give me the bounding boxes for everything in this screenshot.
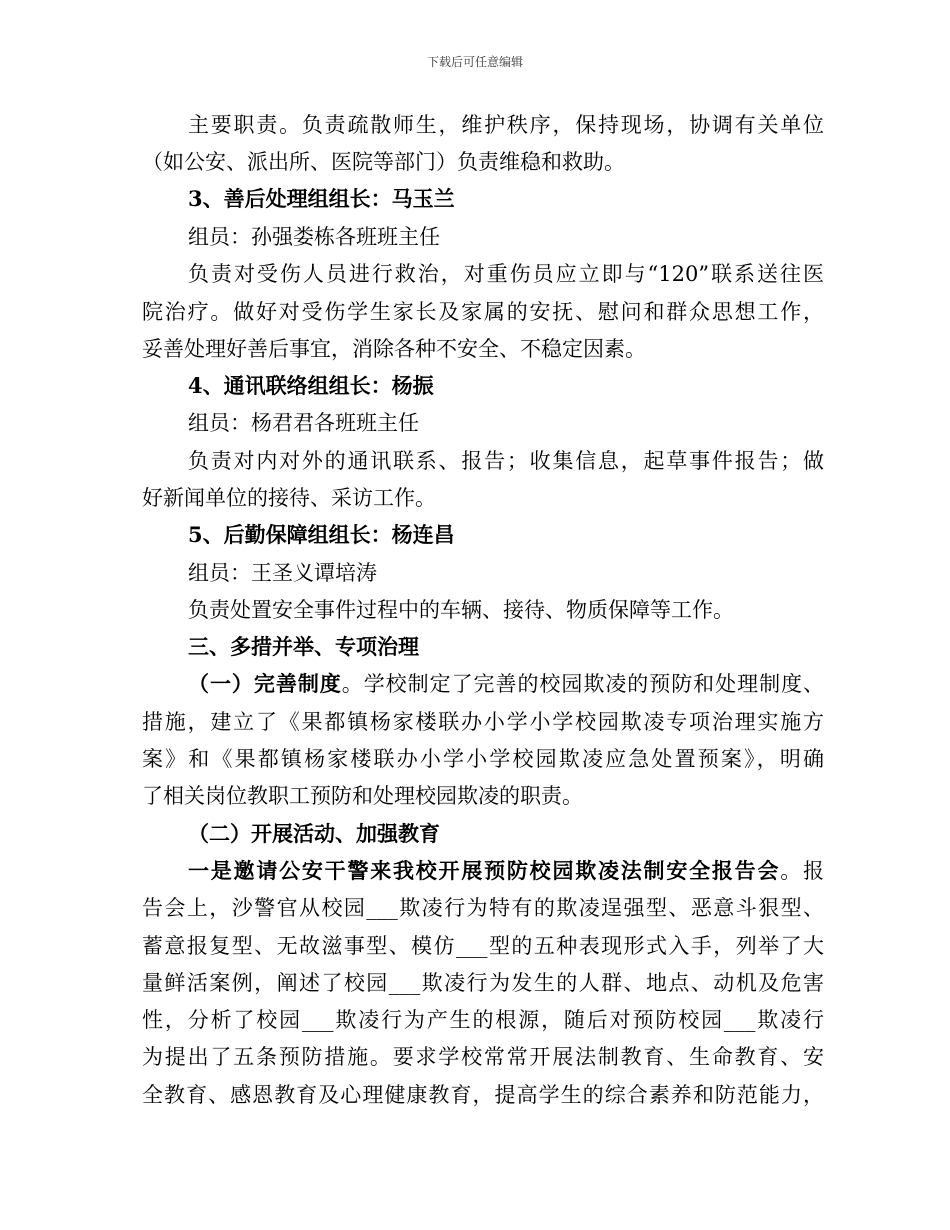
paragraph-line: 蓄意报复型、无故滋事型、模仿___型的五种表现形式入手，列举了大	[142, 934, 824, 958]
paragraph-line: 负责处置安全事件过程中的车辆、接待、物质保障等工作。	[188, 598, 734, 622]
section-heading: （二）开展活动、加强教育	[188, 821, 440, 846]
paragraph-line: 组员：孙强娄栋各班班主任	[188, 225, 440, 249]
paragraph-line: 为提出了五条预防措施。要求学校常常开展法制教育、生命教育、安	[142, 1045, 824, 1069]
inline-heading: 一是邀请公安干警来我校开展预防校园欺凌法制安全报告会	[188, 858, 781, 883]
inline-heading: （一）完善制度	[188, 671, 342, 696]
paragraph-line: 主要职责。负责疏散师生，维护秩序，保持现场，协调有关单位	[188, 113, 824, 137]
paragraph-text: 。报	[780, 859, 825, 883]
paragraph-line: 性，分析了校园___欺凌行为产生的根源，随后对预防校园___欺凌行	[142, 1008, 824, 1032]
paragraph-line: 负责对受伤人员进行救治，对重伤员应立即与“120”联系送往医	[188, 262, 824, 286]
paragraph-text: 。学校制定了完善的校园欺凌的预防和处理制度、	[341, 672, 824, 696]
paragraph-line: 措施，建立了《果都镇杨家楼联办小学小学校园欺凌专项治理实施方	[142, 710, 824, 734]
paragraph-line: 告会上，沙警官从校园___欺凌行为特有的欺凌逞强型、恶意斗狠型、	[142, 896, 824, 920]
paragraph-line	[188, 669, 824, 699]
paragraph-line: 负责对内对外的通讯联系、报告；收集信息，起草事件报告；做	[188, 449, 824, 473]
section-heading: 5、后勤保障组组长：杨连昌	[188, 522, 455, 547]
paragraph-line: 好新闻单位的接待、采访工作。	[142, 486, 436, 510]
paragraph-line: 全教育、感恩教育及心理健康教育，提高学生的综合素养和防范能力，	[142, 1083, 824, 1107]
section-heading: 三、多措并举、专项治理	[188, 634, 419, 659]
paragraph-line: 院治疗。做好对受伤学生家长及家属的安抚、慰问和群众思想工作，	[142, 300, 824, 324]
paragraph-line: 案》和《果都镇杨家楼联办小学小学校园欺凌应急处置预案》，明确	[142, 747, 824, 771]
paragraph-line: 量鲜活案例，阐述了校园___欺凌行为发生的人群、地点、动机及危害	[142, 971, 824, 995]
paragraph-line: 组员：杨君君各班班主任	[188, 411, 419, 435]
page-header: 下载后可任意编辑	[426, 55, 523, 69]
paragraph-line: 了相关岗位教职工预防和处理校园欺凌的职责。	[142, 784, 583, 808]
paragraph-line: （如公安、派出所、医院等部门）负责维稳和救助。	[142, 150, 625, 174]
section-heading: 4、通讯联络组组长：杨振	[188, 373, 434, 398]
paragraph-line	[188, 856, 824, 886]
paragraph-line: 组员：王圣义谭培涛	[188, 561, 377, 585]
paragraph-line: 妥善处理好善后事宜，消除各种不安全、不稳定因素。	[142, 337, 646, 361]
section-heading: 3、善后处理组组长：马玉兰	[188, 186, 455, 211]
